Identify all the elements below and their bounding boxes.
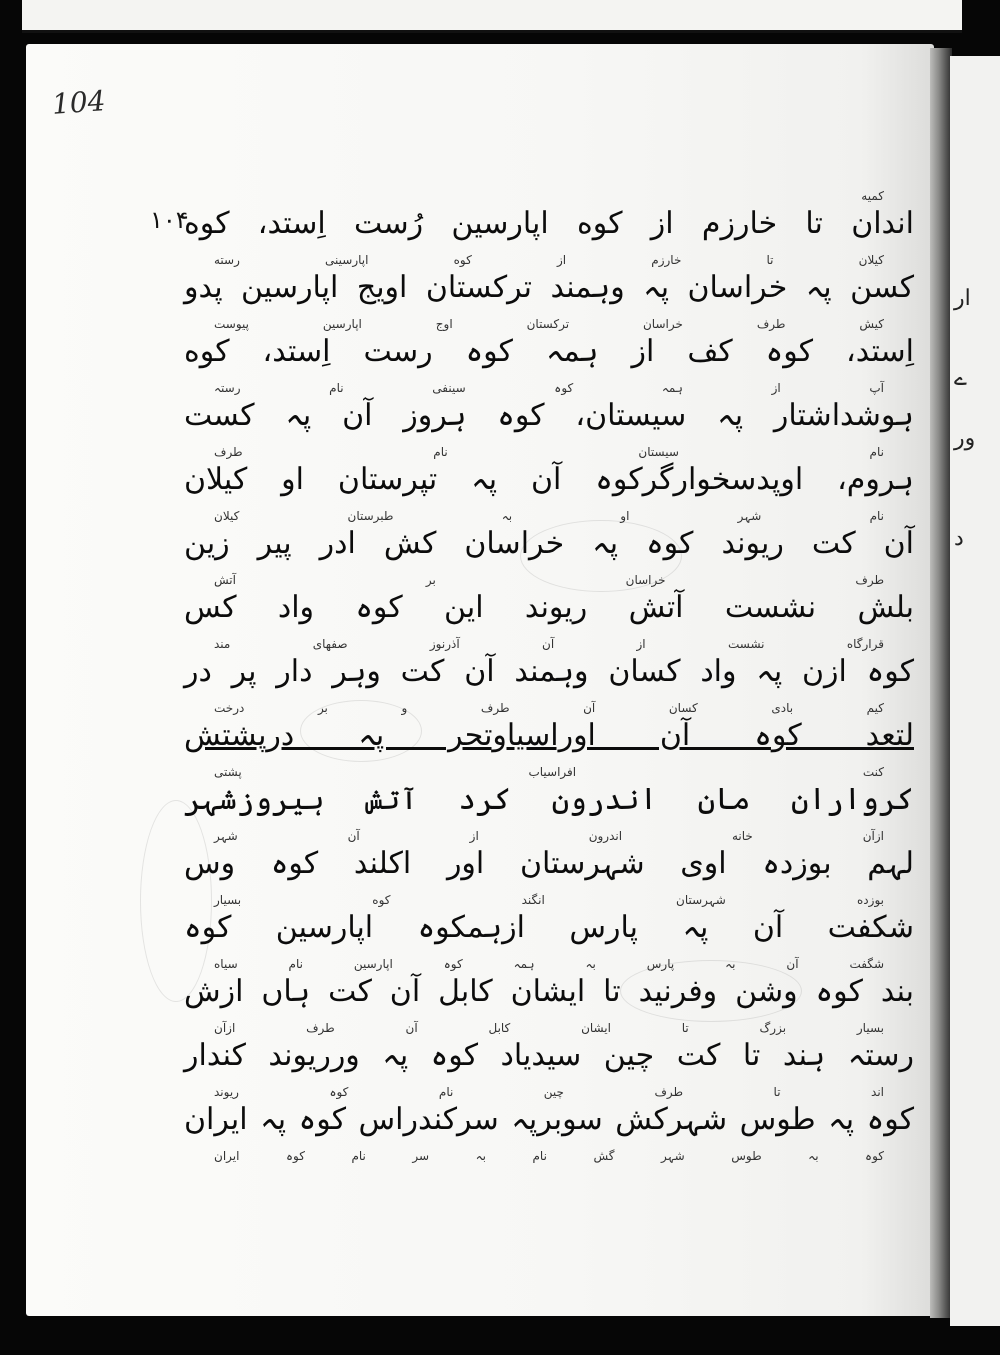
line-text: رستہ ہند تا کت چین سیدیاد کوہ پہ ورریوند کندار <box>184 1038 914 1073</box>
line-text: لہم بوزدہ اوی شہرستان اور اکلند کوہ وس <box>184 846 914 881</box>
interlinear-gloss: نام سیستان نام طرف <box>214 445 884 459</box>
manuscript-line <box>184 636 914 696</box>
manuscript-line <box>184 892 914 952</box>
manuscript-line <box>184 1084 914 1144</box>
manuscript-line <box>184 508 914 568</box>
facing-page-mark: د <box>954 526 964 551</box>
manuscript-line <box>184 956 914 1016</box>
facing-page-mark: ار <box>954 286 971 311</box>
interlinear-gloss: قرارگاه نشست از آن آذرنوز صفهای مند <box>214 637 884 651</box>
manuscript-line <box>184 700 914 760</box>
facing-page-mark: ور <box>954 426 976 451</box>
line-text: ہوشداشتار پہ سیستان، کوہ ہروز آن پہ کست <box>184 398 914 433</box>
manuscript-line <box>184 316 914 376</box>
interlinear-gloss: کنت افراسیاب پشتی <box>214 765 884 779</box>
interlinear-gloss: شگفت آن بہ پارس بہ ہمہ کوہ اپارسین نام سیاه <box>214 957 884 971</box>
interlinear-gloss: ازآن خانه اندرون از آن شہر <box>214 829 884 843</box>
manuscript-line <box>184 1020 914 1080</box>
folio-number: 104 <box>50 84 107 121</box>
line-text: آن کت ریوند کوہ پہ خراسان کش ادر پیر زین <box>184 526 914 561</box>
interlinear-gloss: طرف خراسان بر آتش <box>214 573 884 587</box>
manuscript-line <box>184 764 914 824</box>
line-text: ہروم، اوپدسخوارگرکوہ آن پہ تپرستان او کیلان <box>184 462 914 497</box>
previous-page-edge <box>22 0 962 33</box>
line-text: کسن پہ خراسان پہ وہمند ترکستان اویج اپارسین پدو <box>184 270 914 305</box>
facing-page-mark: ے <box>954 366 967 391</box>
line-text: کرواران مان اندرون کرد آتش ہیروزشہر <box>184 782 914 817</box>
margin-page-number: ١٠۴ <box>150 206 189 234</box>
manuscript-line <box>184 444 914 504</box>
interlinear-gloss: بوزده شہرستان انگند کوه بسیار <box>214 893 884 907</box>
manuscript-line <box>184 252 914 312</box>
manuscript-line <box>184 1148 914 1208</box>
interlinear-gloss: کیش طرف خراسان ترکستان اوج اپارسین پیوست <box>214 317 884 331</box>
interlinear-gloss: بسیار بزرگ تا ایشان کابل آن طرف ازآن <box>214 1021 884 1035</box>
interlinear-gloss: کیم بادی کسان آن طرف و بر درخت <box>214 701 884 715</box>
interlinear-gloss: کوہ بہ طوس شہر گش نام بہ سر نام کوہ ایران <box>214 1149 884 1163</box>
line-text: شکفت آن پہ پارس ازہمکوہ اپارسین کوہ <box>184 910 914 945</box>
interlinear-gloss: کیلان تا خارزم از کوه اپارسینی رسته <box>214 253 884 267</box>
line-text: کوہ ازن پہ واد کسان وہمند آن کت وہر دار پر در <box>184 654 914 689</box>
interlinear-gloss: اند تا طرف چین نام کوہ ریوند <box>214 1085 884 1099</box>
interlinear-gloss: کمیه <box>861 189 884 203</box>
manuscript-line <box>184 380 914 440</box>
interlinear-gloss: آپ از ہمہ کوہ سینفی نام رستہ <box>214 381 884 395</box>
book-gutter <box>930 48 952 1318</box>
facing-page-edge <box>950 56 1000 1326</box>
manuscript-line <box>184 188 914 248</box>
line-text: اِستد، کوہ کف از ہمہ کوہ رست اِستد، کوه <box>184 334 914 369</box>
manuscript-text-block <box>184 188 914 1248</box>
manuscript-line <box>184 572 914 632</box>
line-text: بند کوہ وشن وفرنید تا ایشان کابل آن کت ہاں ازش <box>184 974 914 1009</box>
interlinear-gloss: نام شہر او بہ طبرستان کیلان <box>214 509 884 523</box>
line-text: لتعد کوہ آن اوراسیاوتحر پہ درپشتش <box>184 718 914 753</box>
manuscript-line <box>184 828 914 888</box>
line-text: بلش نشست آتش ریوند این کوہ واد کس <box>184 590 914 625</box>
line-text: کوہ پہ طوس شہرکش سوبرپہ سرکندراس کوہ پہ ایران <box>184 1102 914 1137</box>
line-text: اندان تا خارزم از کوه اپارسین رُست اِستد، کوه <box>184 206 914 241</box>
